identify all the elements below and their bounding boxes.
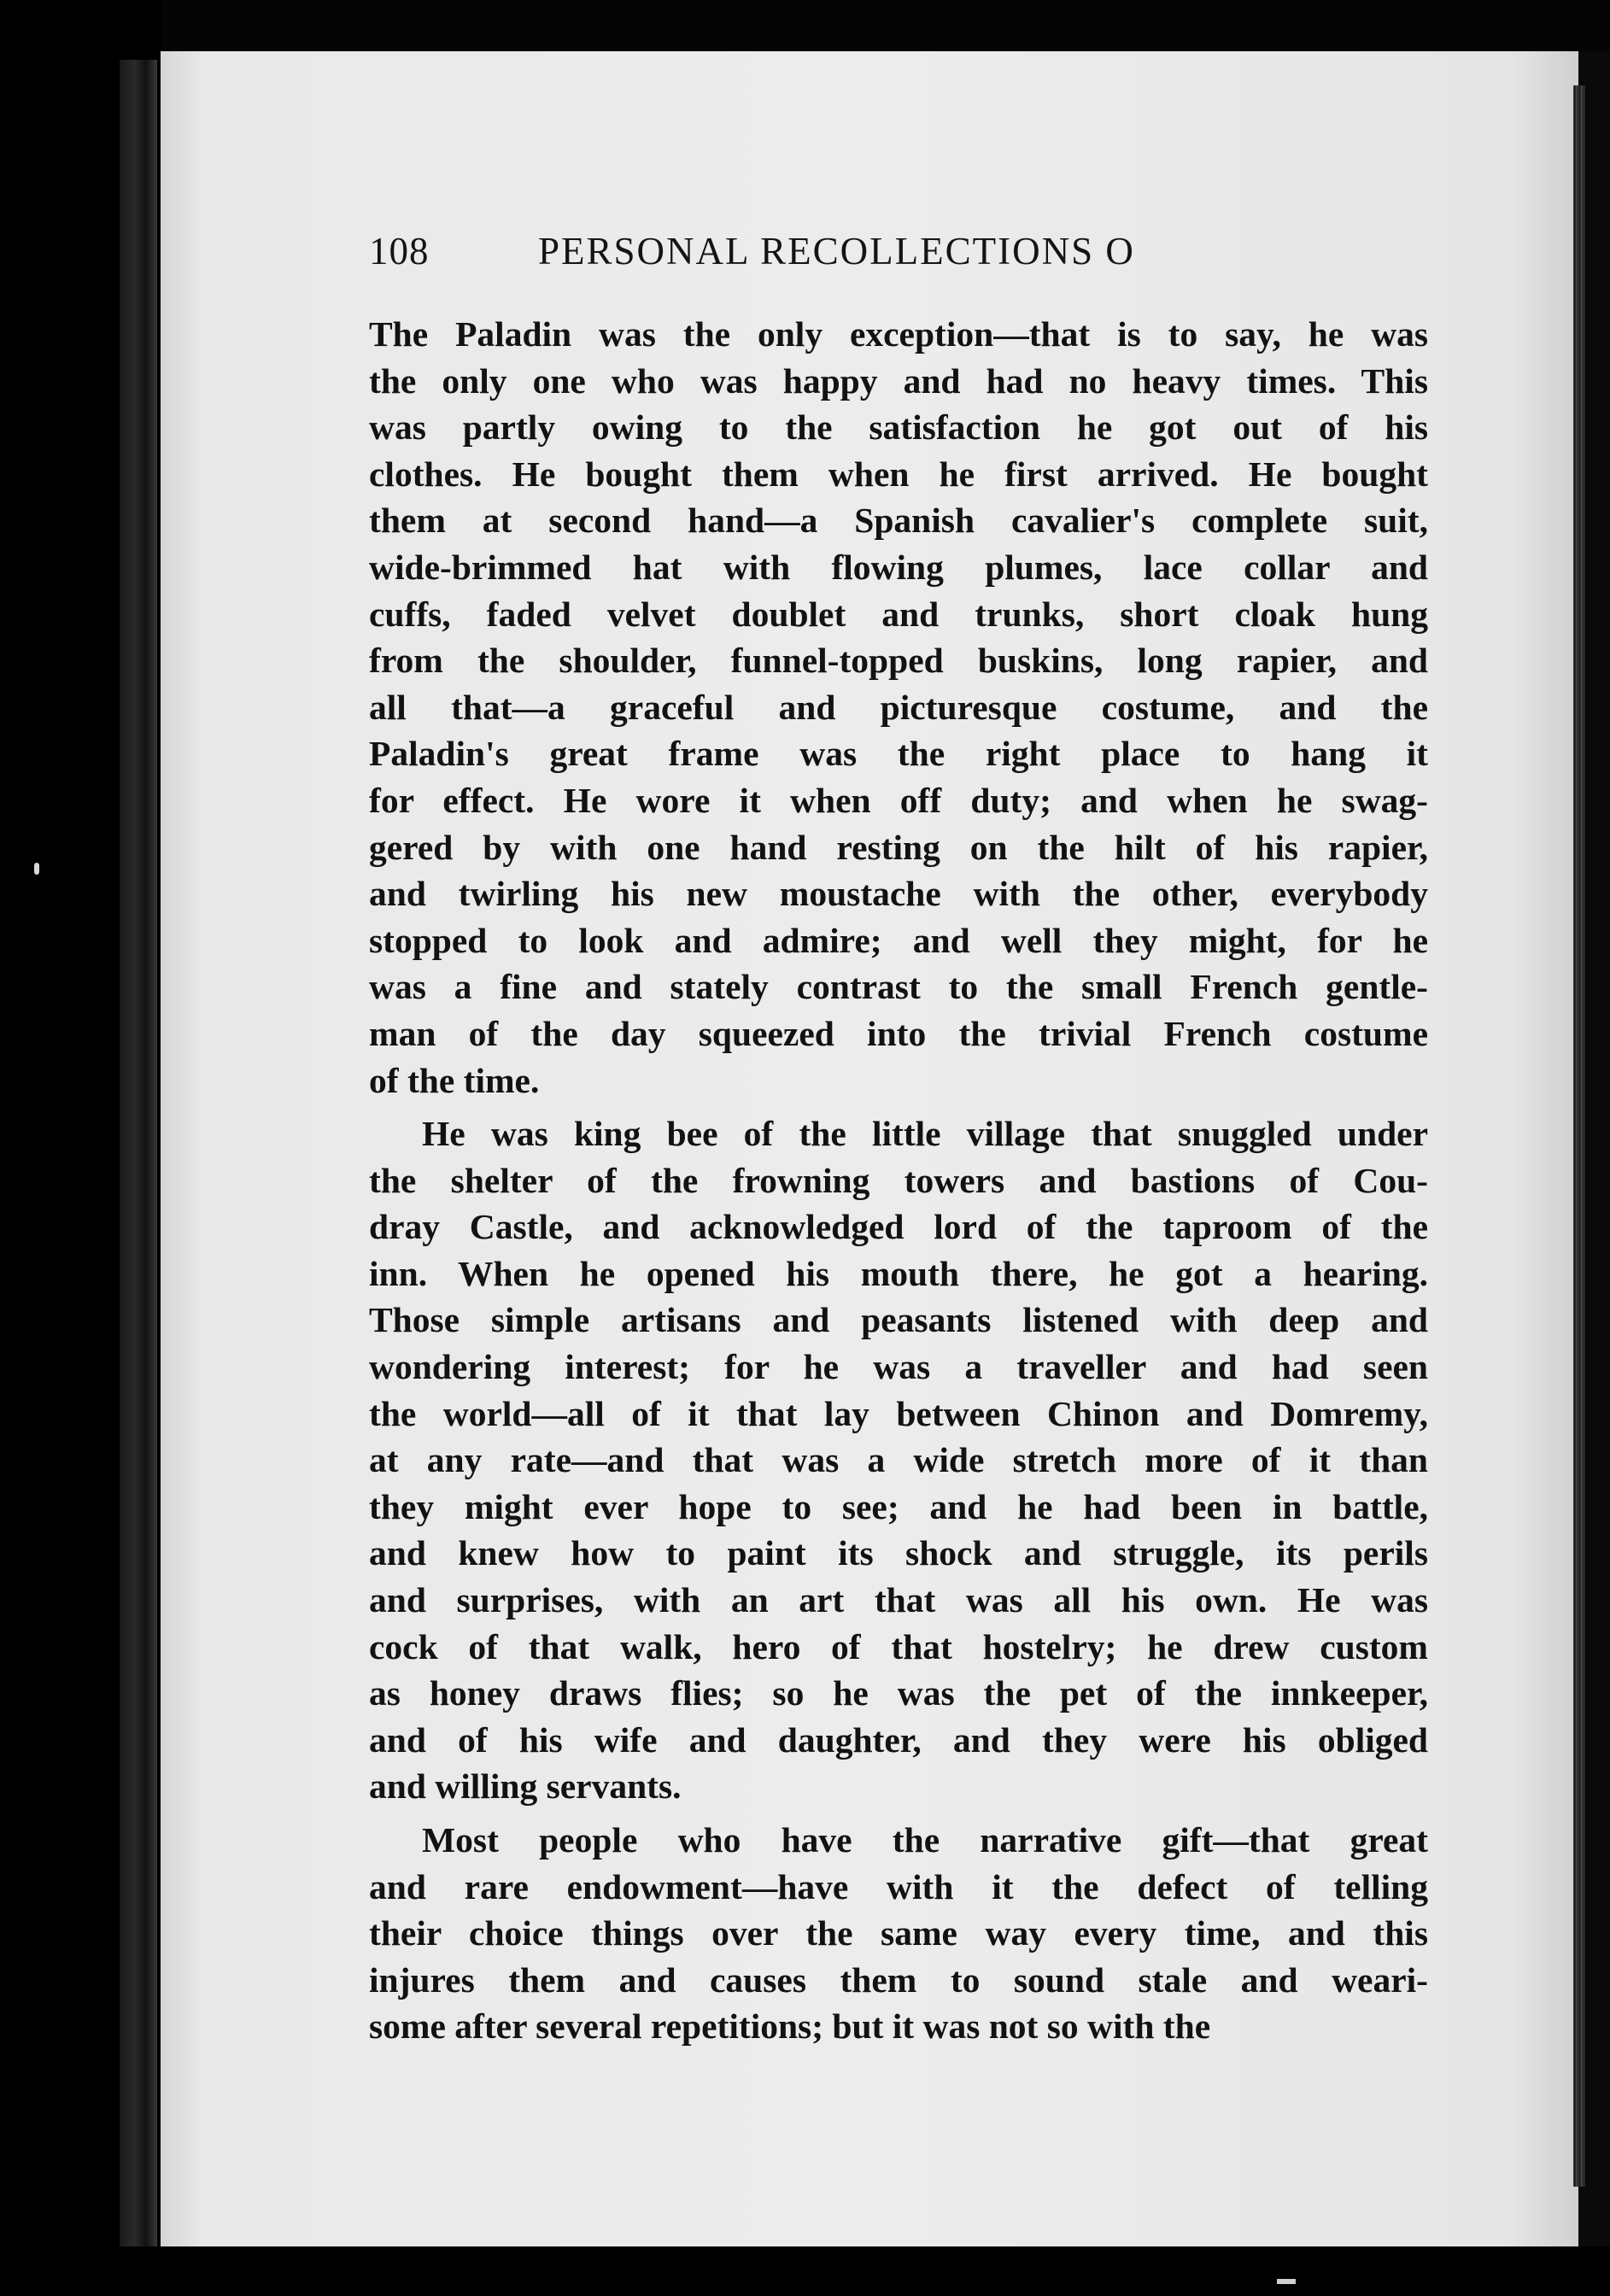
text-line: was partly owing to the satisfaction he got out of his	[369, 407, 1428, 448]
text-line: stopped to look and admire; and well they might, for he	[369, 920, 1428, 960]
running-head	[369, 229, 1240, 289]
text-line: dray Castle, and acknowledged lord of the taproom of the	[369, 1207, 1428, 1247]
book-binding-edge	[120, 60, 157, 2246]
page-stack-edge	[1573, 85, 1585, 2187]
text-line: clothes. He bought them when he first arrived. He bought	[369, 454, 1428, 494]
text-line: gered by with one hand resting on the hilt of his rapier,	[369, 827, 1428, 867]
text-line: for effect. He wore it when off duty; and when he swag-	[369, 780, 1428, 820]
text-line: the shelter of the frowning towers and bastions of Cou-	[369, 1160, 1428, 1200]
text-line: The Paladin was the only exception—that is to say, he was	[369, 314, 1428, 354]
text-line: wondering interest; for he was a traveller and had seen	[369, 1347, 1428, 1387]
text-line: and rare endowment—have with it the defect of telling	[369, 1866, 1428, 1906]
text-line: the world—all of it that lay between Chinon and Domremy,	[369, 1393, 1428, 1433]
text-line: man of the day squeezed into the trivial French costume	[369, 1013, 1428, 1053]
text-line: Most people who have the narrative gift—that great	[422, 1820, 1428, 1860]
paragraph	[369, 1110, 1428, 1810]
text-line: cuffs, faded velvet doublet and trunks, short cloak hung	[369, 594, 1428, 634]
paragraph-gap	[369, 1810, 1428, 1817]
text-line: wide-brimmed hat with flowing plumes, lace collar and	[369, 547, 1428, 587]
text-line: was a fine and stately contrast to the small French gentle-	[369, 967, 1428, 1007]
text-line: and surprises, with an art that was all his own. He was	[369, 1580, 1428, 1620]
text-line: Paladin's great frame was the right place to hang it	[369, 734, 1428, 774]
text-line: all that—a graceful and picturesque costume, and the	[369, 687, 1428, 727]
text-line: from the shoulder, funnel-topped buskins, long rapier, and	[369, 641, 1428, 681]
scan-speck	[34, 863, 39, 875]
text-line: some after several repetitions; but it was not so with the	[369, 2006, 1211, 2047]
body-text	[369, 311, 1428, 2050]
text-line: Those simple artisans and peasants listened with deep and	[369, 1300, 1428, 1340]
text-line: injures them and causes them to sound stale and weari-	[369, 1959, 1428, 2000]
text-line: and knew how to paint its shock and struggle, its perils	[369, 1533, 1428, 1573]
paragraph	[369, 311, 1428, 1104]
running-title: PERSONAL RECOLLECTIONS O	[538, 230, 1135, 272]
text-line: cock of that walk, hero of that hostelry; he drew custom	[369, 1626, 1428, 1666]
text-line: of the time.	[369, 1060, 540, 1100]
paragraph-gap	[369, 1104, 1428, 1110]
text-line: they might ever hope to see; and he had been in battle,	[369, 1486, 1428, 1526]
text-line: at any rate—and that was a wide stretch more of it than	[369, 1440, 1428, 1480]
text-line: their choice things over the same way every time, and this	[369, 1913, 1428, 1953]
text-line: He was king bee of the little village that snuggled under	[422, 1114, 1428, 1154]
text-line: the only one who was happy and had no heavy times. This	[369, 360, 1428, 401]
text-line: and willing servants.	[369, 1766, 682, 1807]
text-line: them at second hand—a Spanish cavalier's complete suit,	[369, 501, 1428, 541]
scan-bottom-margin	[0, 2246, 1610, 2296]
text-line: and of his wife and daughter, and they were his obliged	[369, 1719, 1428, 1760]
text-line: and twirling his new moustache with the other, everybody	[369, 874, 1428, 914]
scan-mark	[1277, 2279, 1296, 2284]
page-number: 108	[369, 230, 430, 272]
text-line: inn. When he opened his mouth there, he got a hearing.	[369, 1253, 1428, 1293]
text-line: as honey draws flies; so he was the pet of the innkeeper,	[369, 1673, 1428, 1713]
paragraph	[369, 1817, 1428, 2050]
